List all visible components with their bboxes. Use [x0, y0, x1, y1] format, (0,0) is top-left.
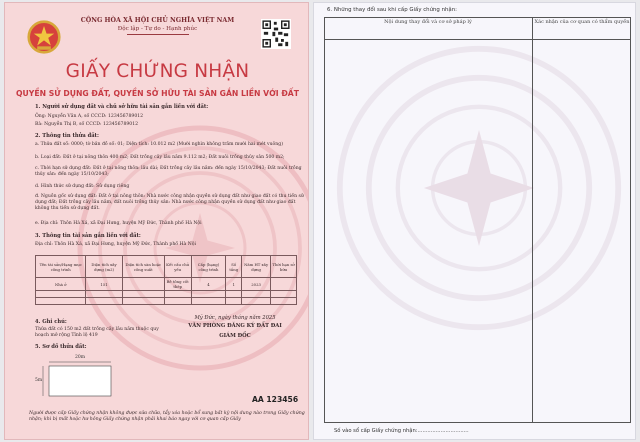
- section-note-heading: 4. Ghi chú:: [35, 319, 67, 325]
- table-cell: [191, 298, 226, 305]
- header-divider: [324, 39, 631, 40]
- table-cell: [242, 291, 271, 298]
- table-cell: [242, 298, 271, 305]
- table-header: Cấp (hạng) công trình: [191, 256, 226, 278]
- certificate-front-page: [4, 2, 309, 440]
- table-cell: [86, 298, 122, 305]
- diagram-width-label: 20m: [75, 355, 85, 360]
- land-usage-form: d. Hình thức sử dụng đất: Sử dụng riêng: [35, 184, 130, 189]
- table-cell: Bê tông cốt thép: [164, 278, 191, 291]
- table-row: [36, 298, 297, 305]
- table-header: Năm HT xây dựng: [242, 256, 271, 278]
- national-motto: Độc lập - Tự do - Hạnh phúc: [117, 26, 198, 32]
- table-cell: 1: [226, 278, 242, 291]
- land-parcel-info: a. Thửa đất số: 0000; tờ bản đồ số: 01; Diện tích: 10.012 m2 (Mười nghìn không trăm mười hai mét vuông): [35, 142, 283, 147]
- table-cell: Nhà ở: [36, 278, 86, 291]
- section-land-heading: 2. Thông tin thửa đất:: [35, 133, 99, 139]
- table-header: Diện tích sàn hoặc công suất: [122, 256, 164, 278]
- table-cell: [36, 291, 86, 298]
- table-cell: [164, 291, 191, 298]
- table-cell: [86, 291, 122, 298]
- table-row: [36, 291, 297, 298]
- sign-role: GIÁM ĐỐC: [219, 333, 251, 339]
- column-header-confirmation: Xác nhận của cơ quan có thẩm quyền: [534, 19, 630, 25]
- sign-organization: VĂN PHÒNG ĐĂNG KÝ ĐẤT ĐAI: [188, 323, 282, 329]
- table-cell: [36, 298, 86, 305]
- changes-table-frame: [324, 17, 631, 423]
- table-cell: [191, 291, 226, 298]
- table-header: Diện tích xây dựng (m2): [86, 256, 122, 278]
- footer-warning: Người được cấp Giấy chứng nhận không được sửa chữa, tẩy xóa hoặc bổ sung bất kỳ nội dung nào trong Giấy chứng nhận; khi bị mất hoặc hư hỏng Giấy chứng nhận phải khai báo ngay với cơ quan cấp Giấy: [29, 411, 305, 423]
- table-header: Số tầng: [226, 256, 242, 278]
- column-divider: [532, 17, 533, 423]
- table-cell: [226, 298, 242, 305]
- table-header: Tên tài sản/Hạng mục công trình: [36, 256, 86, 278]
- table-header-row: [36, 256, 297, 278]
- section-owner-heading: 1. Người sử dụng đất và chủ sở hữu tài sản gắn liền với đất:: [35, 104, 209, 110]
- sign-date: Mỹ Đức, ngày tháng năm 2025: [194, 315, 276, 321]
- certificate-title: GIẤY CHỨNG NHẬN: [65, 61, 250, 82]
- table-header: Thời hạn sở hữu: [271, 256, 297, 278]
- table-cell: 2023: [242, 278, 271, 291]
- table-row: [36, 278, 297, 291]
- table-cell: [122, 298, 164, 305]
- parcel-diagram: [35, 355, 115, 399]
- table-cell: [271, 298, 297, 305]
- table-cell: [164, 298, 191, 305]
- asset-table: [35, 255, 297, 305]
- table-cell: [122, 291, 164, 298]
- note-text: Thửa đất có 150 m2 đất trồng cây lâu năm thuộc quy hoạch mở rộng Tỉnh lộ 419: [35, 327, 159, 339]
- land-origin-info: đ. Nguồn gốc sử dụng đất: Đất ở tại nông thôn: Nhà nước công nhận quyền sử dụng đất như giao đất có thu tiền sử dụng đất; Đất trồng cây lâu năm, đất nuôi trồng thủy sản: Nhà nước công nhận quyền sử dụng đất như giao đất không thu tiền sử dụng đất.: [35, 194, 304, 212]
- land-address: e. Địa chỉ: Thôn Hà Xá, xã Đại Hưng, huyện Mỹ Đức, Thành phố Hà Nội: [35, 221, 202, 226]
- changes-heading: 6. Những thay đổi sau khi cấp Giấy chứng nhận:: [327, 7, 457, 13]
- section-diagram-heading: 5. Sơ đồ thửa đất:: [35, 344, 87, 350]
- section-asset-heading: 3. Thông tin tài sản gắn liền với đất:: [35, 233, 141, 239]
- table-cell: [271, 291, 297, 298]
- land-term-info: c. Thời hạn sử dụng đất: Đất ở tại nông thôn: lâu dài; Đất trồng cây lâu năm: đến ngày 15/10/2043; Đất nuôi trồng thủy sản: đến ngày 15/10/2043;: [35, 166, 302, 178]
- table-cell: 4: [191, 278, 226, 291]
- table-cell: [226, 291, 242, 298]
- table-header: Kết cấu chủ yếu: [164, 256, 191, 278]
- country-name: CỘNG HÒA XÃ HỘI CHỦ NGHĨA VIỆT NAM: [80, 17, 235, 24]
- column-header-content: Nội dung thay đổi và cơ sở pháp lý: [384, 19, 472, 25]
- table-cell: [271, 278, 297, 291]
- land-type-info: b. Loại đất: Đất ở tại nông thôn 400 m2; Đất trồng cây lâu năm 9.112 m2; Đất nuôi trồng thủy sản 500 m2;: [35, 155, 285, 160]
- owner-line-1: Ông: Nguyễn Văn A, số CCCD: 123456789012: [35, 114, 144, 119]
- certificate-changes-page: [313, 2, 636, 440]
- national-emblem-icon: [27, 19, 61, 55]
- asset-address: Địa chỉ: Thôn Hà Xá, xã Đại Hưng, huyện Mỹ Đức, Thành phố Hà Nội: [35, 242, 197, 247]
- motto-underline: [127, 34, 189, 35]
- serial-number: AA 123456: [252, 395, 299, 404]
- diagram-height-label: 5m: [35, 378, 43, 383]
- table-cell: [122, 278, 164, 291]
- table-cell: 151: [86, 278, 122, 291]
- owner-line-2: Bà: Nguyễn Thị B, số CCCD: 123456789012: [35, 122, 139, 127]
- certificate-subtitle: QUYỀN SỬ DỤNG ĐẤT, QUYỀN SỞ HỮU TÀI SẢN GẮN LIỀN VỚI ĐẤT: [16, 89, 299, 98]
- register-number-line: Số vào sổ cấp Giấy chứng nhận:...............................: [334, 428, 469, 434]
